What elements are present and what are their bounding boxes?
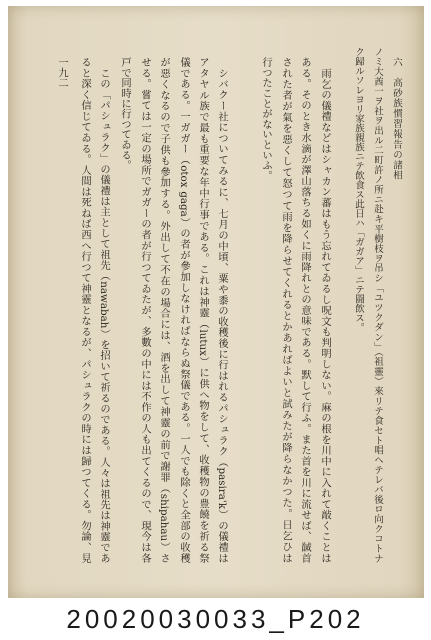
body-line: アタヤル族で最も重要な年中行事である。これは神靈（lutux）に供へ物をして、收穫物の豊饒を祈る祭: [197, 57, 209, 563]
body-line: この「パシュラク」の儀禮は主として祖先（nawabah）を招いて祈るのである。人々は祖先は神靈であ: [98, 68, 110, 563]
quotation-line: ノミ大酋一ヲ社ヲ出ル二町許ノ所ニ赴キ平樹枝ヲ吊シ「ユツクダン」（祖靈）來リテ食セト唱ヘテレバ後ロ向クコトナ: [372, 47, 383, 563]
body-line: シバクー社についてみるに、七月の中頃、粟や黍の收穫後に行はれるパシュラク（pasira'k）の儀禮は: [216, 68, 228, 563]
quotation-line: ク歸ルソレヨリ家族親族ニテ飲食ス此日ハ「ガガア」ニテ闘飲ス。: [353, 47, 364, 332]
body-line: 行つたことがないといふ。: [260, 57, 272, 181]
body-line: ある。そのとき水滴が澤山落ちる如くに雨降れとの意味である。默して行ふ。また首を川に流せば、馘首: [299, 57, 311, 563]
running-head: 六 高砂族慣習報告の諸相: [391, 57, 402, 181]
page-caption: 20020030033_P202: [66, 604, 365, 634]
body-line: 雨乞の儀禮などはシャカン蕃はもう忘れてゐるし呪文も判明しない。麻の根を川中に入れて敲くことは: [319, 68, 331, 563]
body-line: ると深く信じてゐる。人間は死ねば西へ行つて神靈となるが、パシュラクの時には歸つてくる。勿論、見: [79, 57, 91, 563]
body-line: 戸で同時に行つてゐる。: [119, 57, 131, 171]
body-line: せる。嘗ては一定の場所でガガーの者が行つてゐたが、多數の中には不作の人も出てくるので、現今は各: [139, 57, 151, 563]
page-number: 一九二: [56, 57, 68, 88]
body-line: 儀である。一ガガー（otox gaga）の者が參加しなければならぬ祭儀である。一人でも除くと全部の收穫: [178, 57, 190, 563]
scanned-page: [8, 6, 424, 598]
body-line: された者が氣を惡くして怒つて雨を降らせてくれるとかあればよいと試みたが降らなかつた。日乞ひは: [280, 57, 292, 563]
body-line: が惡くなるので子供も參加する。外出して不在の場合には、酒を出して神靈の前で謝罪（shipahau）さ: [158, 57, 170, 563]
